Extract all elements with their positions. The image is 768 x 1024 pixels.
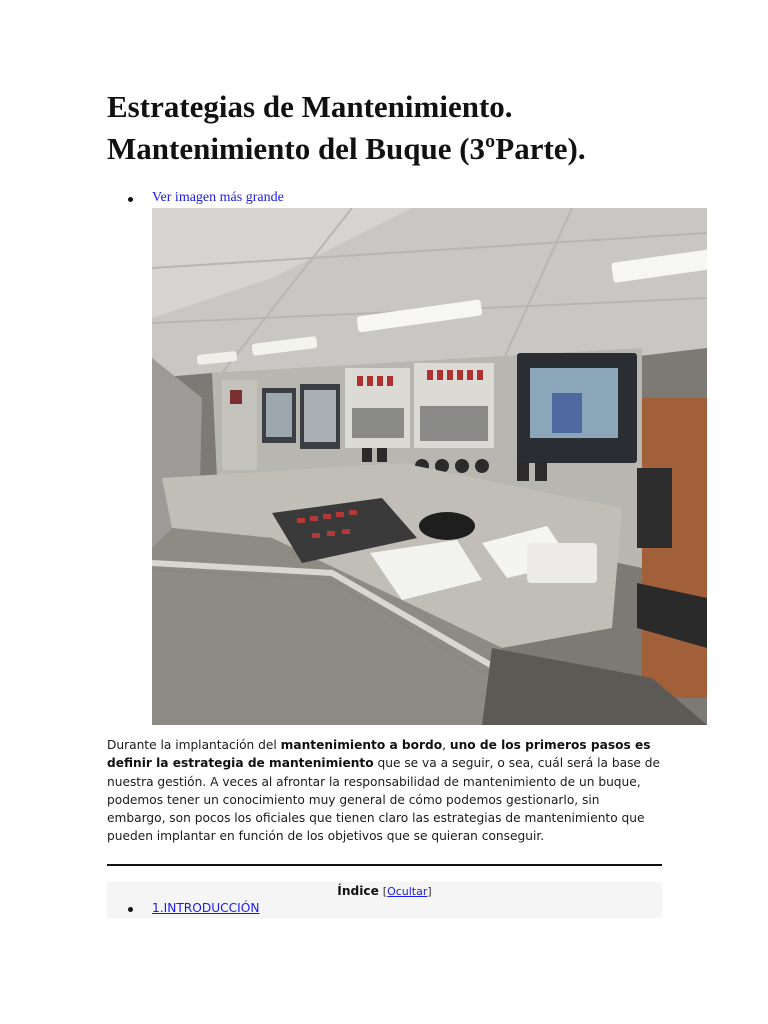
intro-text-7: pueden implantar en función de los objetivos que se quieran conseguir. [107, 829, 545, 844]
toc-bracket-close: ] [427, 885, 432, 898]
article-title [107, 86, 727, 170]
intro-bold-3: definir la estrategia de mantenimiento [107, 756, 374, 771]
title-line-2: Mantenimiento del Buque (3ºParte). [107, 131, 586, 166]
intro-text-6: embargo, son pocos los oficiales que tienen claro las estrategias de mantenimiento que [107, 811, 645, 826]
section-divider [107, 864, 662, 866]
toc-header [107, 883, 662, 900]
intro-paragraph [107, 736, 667, 846]
toc-hide-toggle[interactable]: Ocultar [387, 885, 428, 898]
intro-text-2: , [442, 738, 450, 752]
intro-text-3: que se va a seguir, o sea, cuál será la base de [373, 756, 661, 771]
bullet-icon [128, 197, 133, 202]
title-line-1: Estrategias de Mantenimiento. [107, 89, 513, 124]
intro-text-1: Durante la implantación del [107, 738, 281, 752]
engine-control-room-photo[interactable] [152, 208, 707, 725]
intro-text-5: podemos tener un conocimiento muy general de cómo podemos gestionarlo, sin [107, 792, 600, 807]
intro-bold-2: uno de los primeros pasos es [449, 738, 651, 752]
engine-control-room-image [152, 208, 707, 725]
intro-bold-1: mantenimiento a bordo [280, 738, 443, 752]
toc-item-introduccion[interactable]: 1.INTRODUCCIÓN [152, 901, 260, 915]
toc-bullet-icon [128, 907, 133, 912]
view-larger-image-link[interactable]: Ver imagen más grande [152, 190, 284, 205]
toc-bracket-open: [ [382, 885, 388, 898]
table-of-contents [107, 882, 662, 918]
intro-text-4: nuestra gestión. A veces al afrontar la responsabilidad de mantenimiento de un buque, [107, 774, 641, 789]
toc-heading: Índice [337, 884, 379, 898]
